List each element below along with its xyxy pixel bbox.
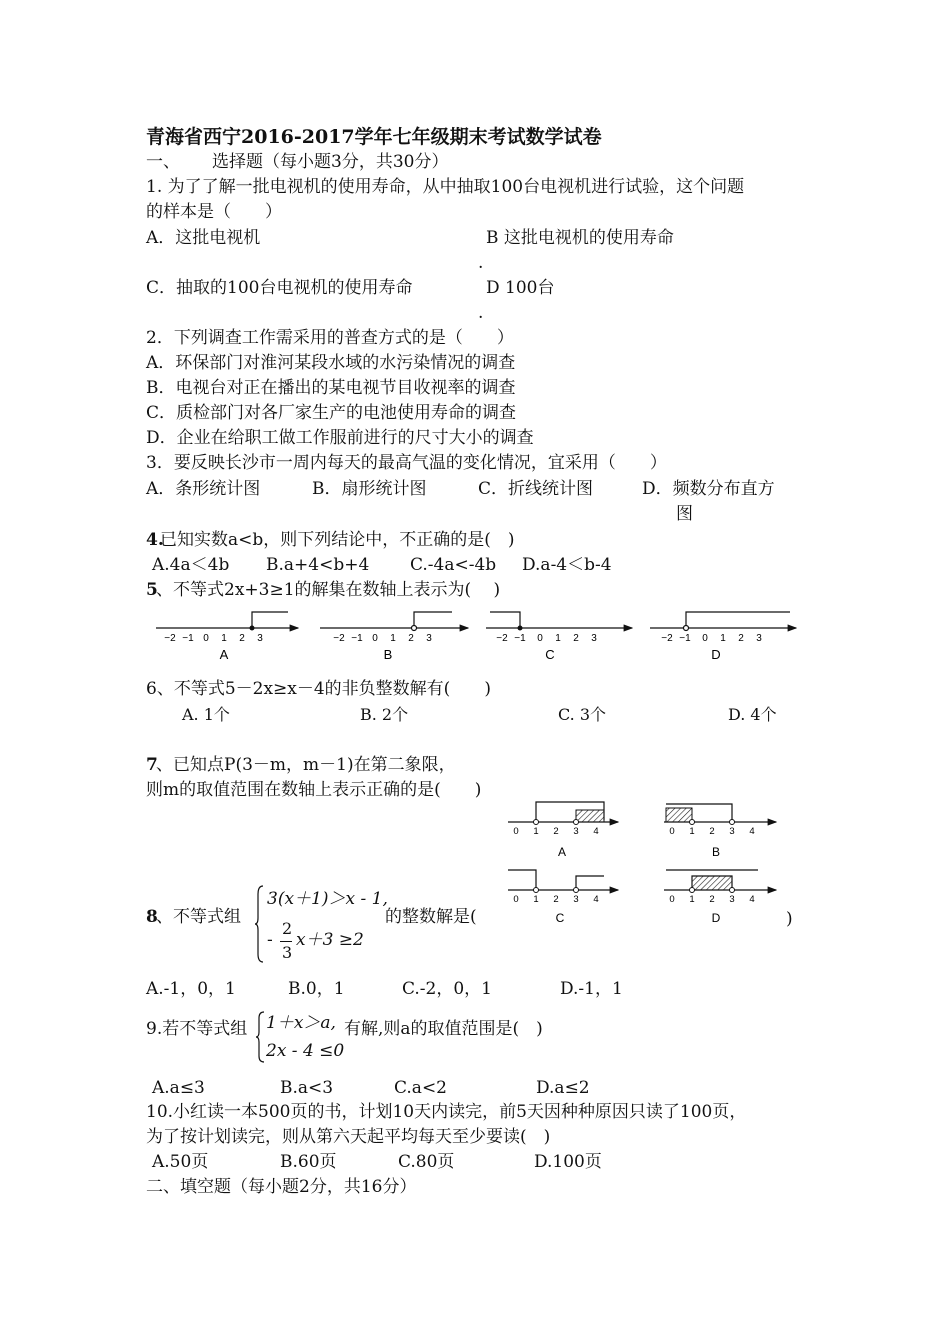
q7-d-tick-1: 0: [669, 894, 675, 905]
q7-b-point-3: [730, 820, 735, 825]
q3-option-a: A．条形统计图: [146, 479, 261, 499]
q8-fraction-numerator: 2: [282, 919, 293, 938]
q6-option-b: B. 2个: [360, 705, 409, 724]
q9-option-c: C.a<2: [394, 1078, 448, 1098]
q7-a-tick-5: 4: [593, 826, 599, 837]
q7-stem-line1: 、已知点P(3－m，m－1)在第二象限，: [156, 755, 456, 775]
q9-option-b: B.a<3: [280, 1078, 334, 1098]
section-2-label: 二、填空题（每小题2分，共16分）: [146, 1177, 417, 1197]
q7-stem-line2: 则m的取值范围在数轴上表示正确的是( ): [146, 780, 482, 800]
q2-option-d: D．企业在给职工做工作服前进行的尺寸大小的调查: [146, 428, 534, 448]
q10-option-d: D.100页: [534, 1152, 602, 1172]
q5-number: 5: [146, 580, 158, 600]
q7-b-label: B: [711, 845, 721, 859]
q10-option-a: A.50页: [152, 1152, 209, 1172]
q10-stem-line2: 为了按计划读完，则从第六天起平均每天至少要读( ): [146, 1127, 551, 1147]
q5-c-ray: [490, 612, 520, 628]
q2-stem: 2．下列调查工作需采用的普查方式的是（ ）: [146, 328, 514, 348]
q3-option-d-cont: 图: [676, 504, 693, 524]
q1-stem-line1: 1. 为了了解一批电视机的使用寿命，从中抽取100台电视机进行试验，这个问题: [146, 177, 745, 197]
q6-option-d: D. 4个: [728, 705, 777, 724]
q7-a-point-3: [574, 820, 579, 825]
q7-b-tick-2: 1: [689, 826, 695, 837]
q7-c-tick-1: 0: [513, 894, 519, 905]
q7-b-tick-1: 0: [669, 826, 675, 837]
q8-tail: 的整数解是(: [385, 907, 477, 927]
q5-d-tick-5: 2: [738, 633, 744, 644]
q8-fraction-denominator: 3: [282, 943, 293, 962]
q4-option-a: A.4a＜4b: [152, 555, 230, 575]
q5-c-tick-6: 3: [591, 633, 597, 644]
q7-a-tick-4: 3: [573, 826, 579, 837]
q9-system-row1: 1＋x＞a,: [266, 1013, 336, 1033]
q7-d-tick-5: 4: [749, 894, 755, 905]
q7-c-point-1: [534, 888, 539, 893]
q1-option-c: C．抽取的100台电视机的使用寿命: [146, 278, 413, 298]
q10-option-c: C.80页: [398, 1152, 455, 1172]
q3-option-b: B．扇形统计图: [312, 479, 427, 499]
q7-c-label: C: [555, 911, 565, 925]
q8-brace: [255, 884, 265, 964]
q5-stem: 、不等式2x+3≥1的解集在数轴上表示为( ): [156, 580, 501, 600]
q5-a-point: [250, 626, 255, 631]
q5-a-tick-4: 1: [221, 633, 227, 644]
q5-c-tick-4: 1: [555, 633, 561, 644]
q5-d-tick-1: −2: [661, 633, 673, 644]
q5-b-tick-2: −1: [351, 633, 363, 644]
q5-d-point: [684, 626, 689, 631]
q1-stem-line2: 的样本是（ ）: [146, 202, 282, 222]
q7-axis-b: [664, 804, 776, 859]
q3-option-d: D．频数分布直方: [642, 479, 775, 499]
q3-option-c: C．折线统计图: [478, 479, 594, 499]
q5-b-ray: [414, 612, 452, 626]
exam-title: 青海省西宁2016-2017学年七年级期末考试数学试卷: [146, 126, 602, 148]
q1-dot-1: .: [478, 253, 484, 273]
q10-option-b: B.60页: [280, 1152, 337, 1172]
q7-d-tick-2: 1: [689, 894, 695, 905]
q5-b-tick-3: 0: [372, 633, 378, 644]
q5-b-point: [412, 626, 417, 631]
section-1-label: 选择题（每小题3分，共30分）: [212, 152, 449, 172]
q7-c-ray-right: [576, 876, 604, 888]
q5-axis-a: [156, 612, 298, 662]
q5-a-tick-1: −2: [164, 633, 176, 644]
q6-option-c: C. 3个: [558, 705, 607, 724]
q9-brace: [256, 1010, 266, 1064]
q7-number: 7: [146, 755, 158, 775]
q4-stem: 已知实数a<b，则下列结论中，不正确的是( ): [160, 530, 515, 550]
q5-a-ray: [252, 612, 288, 628]
q7-a-label: A: [557, 845, 567, 859]
q2-option-a: A．环保部门对淮河某段水域的水污染情况的调查: [146, 353, 516, 373]
q4-option-b: B.a+4<b+4: [266, 555, 370, 575]
q8-stem: 、不等式组: [156, 907, 241, 927]
q6-option-a: A. 1个: [182, 705, 230, 724]
q4-number: 4.: [146, 530, 164, 550]
q9-system-row2: 2x - 4 ≤0: [266, 1041, 345, 1061]
q9-option-d: D.a≤2: [536, 1078, 590, 1098]
q7-c-tick-3: 2: [553, 894, 559, 905]
q7-b-shaded: [666, 808, 692, 822]
q7-c-tick-5: 4: [593, 894, 599, 905]
q7-d-tick-3: 2: [709, 894, 715, 905]
q5-b-tick-5: 2: [408, 633, 414, 644]
q8-option-b: B.0，1: [288, 979, 345, 999]
q7-d-point-1: [690, 888, 695, 893]
q7-a-tick-3: 2: [553, 826, 559, 837]
q8-option-c: C.-2，0，1: [402, 979, 492, 999]
q7-c-tick-4: 3: [573, 894, 579, 905]
q9-stem: 9.若不等式组: [146, 1019, 248, 1039]
q5-axis-d: [650, 612, 796, 662]
q7-c-tick-2: 1: [533, 894, 539, 905]
q1-option-b: B 这批电视机的使用寿命: [486, 228, 674, 248]
q5-d-tick-2: −1: [679, 633, 691, 644]
q5-a-tick-2: −1: [182, 633, 194, 644]
q5-axis-c: [486, 612, 632, 662]
q7-b-tick-4: 3: [729, 826, 735, 837]
q5-c-tick-1: −2: [496, 633, 508, 644]
q7-d-shaded: [692, 876, 732, 890]
q5-a-tick-3: 0: [203, 633, 209, 644]
q1-dot-2: .: [478, 303, 484, 323]
q7-c-ray-left: [508, 870, 536, 888]
q5-c-tick-2: −1: [514, 633, 526, 644]
q7-b-tick-5: 4: [749, 826, 755, 837]
q8-system-row1: 3(x＋1)＞x - 1,: [267, 889, 388, 909]
q4-option-d: D.a-4＜b-4: [522, 555, 612, 575]
q5-c-point: [518, 626, 523, 631]
q6-stem: 6、不等式5－2x≥x－4的非负整数解有( ): [146, 679, 491, 699]
q4-option-c: C.-4a<-4b: [410, 555, 497, 575]
q8-system-row2-rest: x＋3 ≥2: [296, 930, 364, 950]
q5-d-tick-4: 1: [720, 633, 726, 644]
q5-c-tick-3: 0: [537, 633, 543, 644]
q5-number-lines: [150, 604, 810, 664]
q8-number: 8: [146, 907, 158, 927]
q7-axis-c: [508, 870, 618, 925]
q7-c-point-3: [574, 888, 579, 893]
q5-c-tick-5: 2: [573, 633, 579, 644]
q9-option-a: A.a≤3: [152, 1078, 205, 1098]
q1-option-d: D 100台: [486, 278, 555, 298]
q5-axis-b: [320, 612, 468, 662]
q8-system-row2-sign: -: [267, 930, 273, 950]
q5-b-tick-6: 3: [426, 633, 432, 644]
q7-a-point-1: [534, 820, 539, 825]
q7-axis-d: [664, 870, 776, 925]
q5-d-label: D: [711, 647, 721, 662]
q5-c-label: C: [545, 647, 555, 662]
q8-option-a: A.-1，0，1: [146, 979, 236, 999]
q7-a-shaded: [576, 810, 604, 822]
q5-a-label: A: [219, 647, 229, 662]
q10-stem-line1: 10.小红读一本500页的书，计划10天内读完，前5天因种种原因只读了100页，: [146, 1102, 747, 1122]
q8-close-paren: ): [786, 909, 793, 929]
q7-a-tick-2: 1: [533, 826, 539, 837]
q5-d-tick-6: 3: [756, 633, 762, 644]
q7-d-label: D: [711, 911, 721, 925]
section-1-number: 一、: [146, 152, 180, 172]
q7-b-tick-3: 2: [709, 826, 715, 837]
q7-number-lines: [500, 796, 800, 930]
q5-b-label: B: [383, 647, 393, 662]
q5-b-tick-4: 1: [390, 633, 396, 644]
q5-b-tick-1: −2: [333, 633, 345, 644]
q5-a-tick-5: 2: [239, 633, 245, 644]
q7-d-tick-4: 3: [729, 894, 735, 905]
q5-d-tick-3: 0: [702, 633, 708, 644]
q7-a-tick-1: 0: [513, 826, 519, 837]
q7-axis-a: [508, 802, 618, 859]
q2-option-b: B．电视台对正在播出的某电视节目收视率的调查: [146, 378, 516, 398]
q3-stem: 3．要反映长沙市一周内每天的最高气温的变化情况，宜采用（ ）: [146, 453, 667, 473]
q1-option-a: A．这批电视机: [146, 228, 261, 248]
q7-d-point-3: [730, 888, 735, 893]
q5-d-ray: [686, 612, 790, 626]
q9-tail: 有解,则a的取值范围是( ): [344, 1019, 543, 1039]
q8-option-d: D.-1，1: [560, 979, 623, 999]
q2-option-c: C．质检部门对各厂家生产的电池使用寿命的调查: [146, 403, 517, 423]
q7-b-point-1: [690, 820, 695, 825]
q5-a-tick-6: 3: [257, 633, 263, 644]
